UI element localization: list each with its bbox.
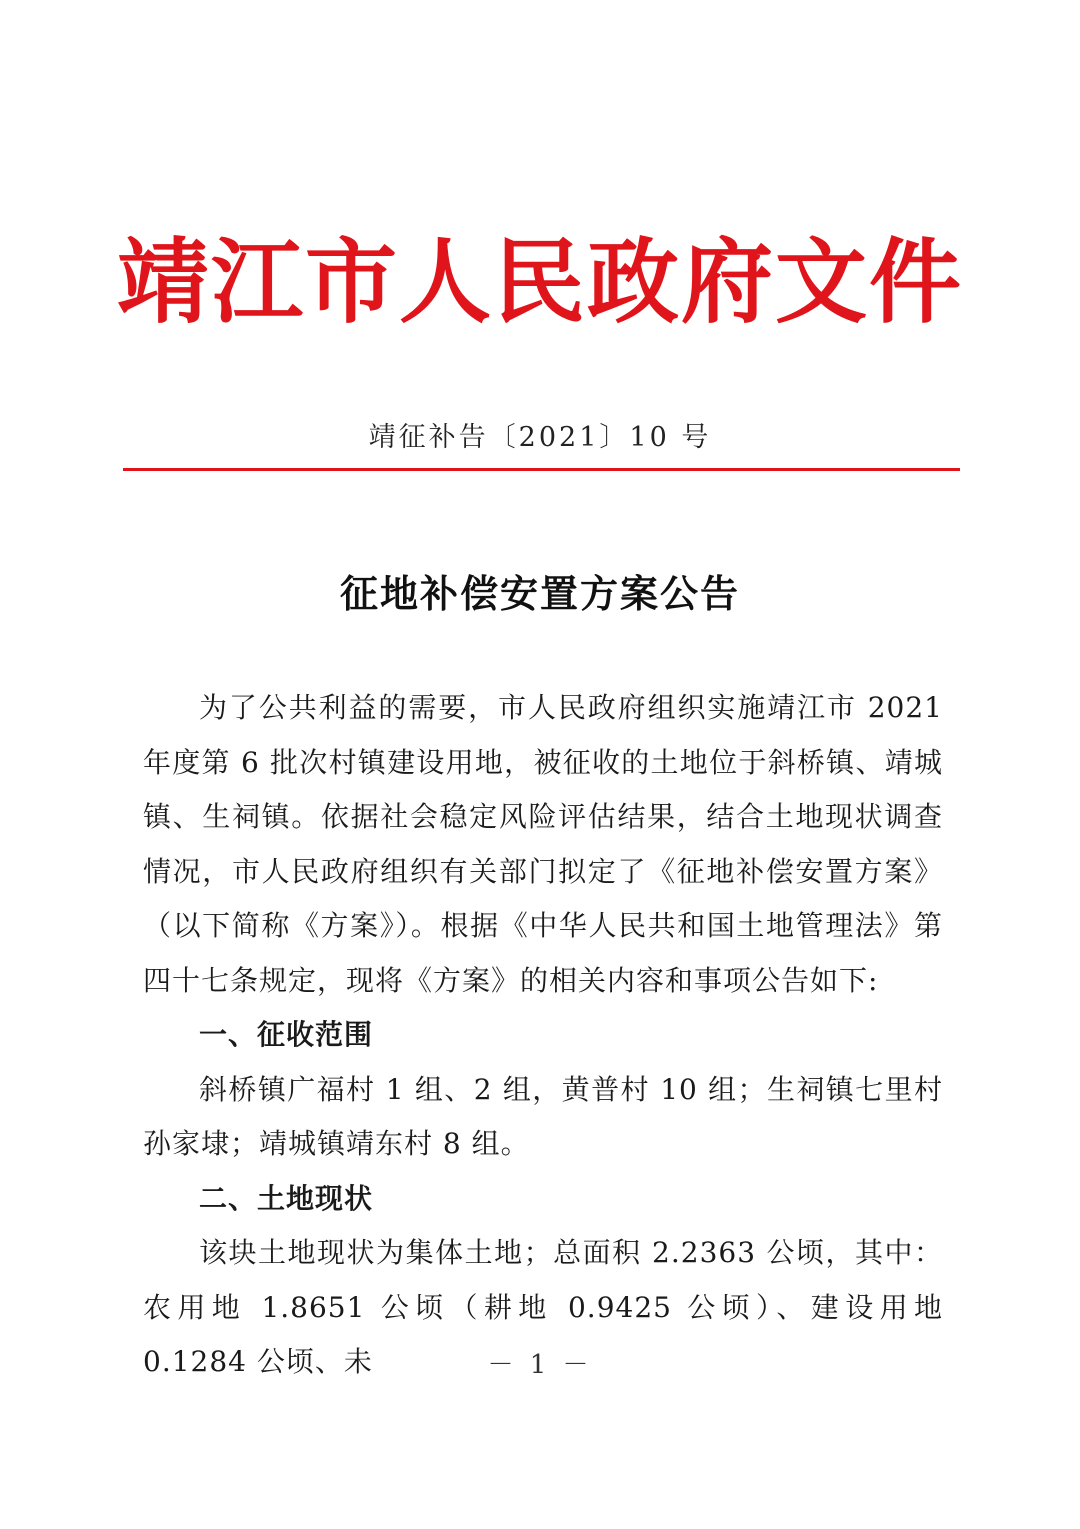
page-number: － 1 － [487,1350,593,1380]
status-paragraph: 该块土地现状为集体土地；总面积 2.2363 公顷，其中：农用地 1.8651 公顷（耕地 0.9425 公顷）、建设用地 0.1284 公顷、未 [143,1236,943,1378]
intro-paragraph: 为了公共利益的需要，市人民政府组织实施靖江市 2021 年度第 6 批次村镇建设用地，被征收的土地位于斜桥镇、靖城镇、生祠镇。依据社会稳定风险评估结果，结合土地现状调查情况，市人民政府组织有关部门拟定了《征地补偿安置方案》（以下简称《方案》）。根据《中华人民共和国土地管理法》第四十七条规定，现将《方案》的相关内容和事项公告如下: [143,691,943,997]
notice-title: 征地补偿安置方案公告 [339,572,740,616]
red-divider-line [123,468,960,471]
document-number: 靖征补告〔2021〕10 号 [368,422,712,453]
section-heading-scope: 一、征收范围 [199,1018,374,1051]
document-body [143,681,943,1390]
scope-paragraph: 斜桥镇广福村 1 组、2 组，黄普村 10 组；生祠镇七里村孙家埭；靖城镇靖东村 8 组。 [143,1072,943,1160]
masthead-title: 靖江市人民政府文件 [116,229,963,336]
section-heading-status: 二、土地现状 [199,1181,374,1215]
